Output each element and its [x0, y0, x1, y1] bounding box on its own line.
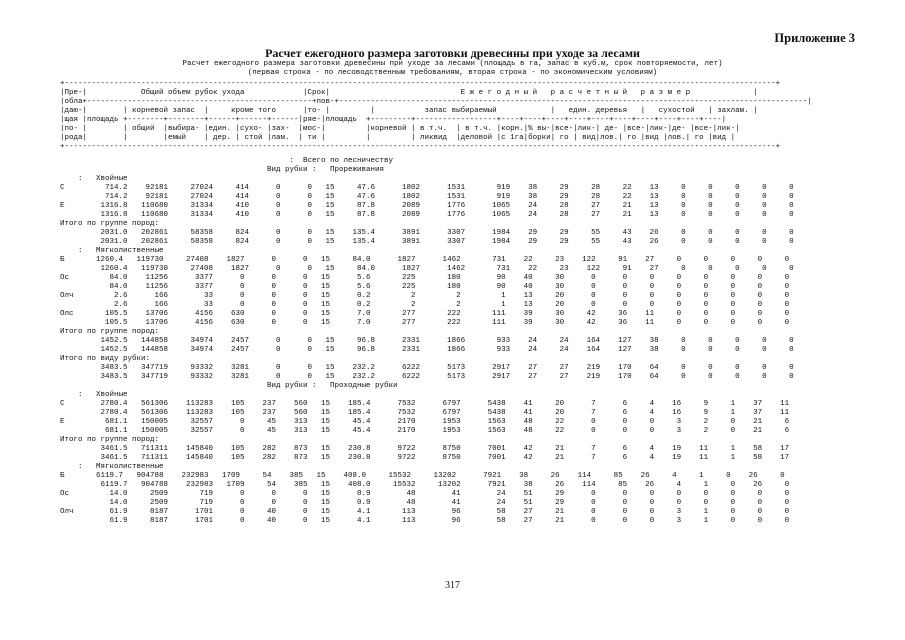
table-row: 6119.7 904788 232983 1709 54 385 15 408.0 15532 13202 7921 38 26 114 85 26 4 1 0 26 0	[60, 481, 790, 489]
document-subtitle-rows-note: (первая строка - по лесоводственным требованиям, вторая строка - по экономическим условиям)	[247, 69, 658, 77]
table-header	[60, 80, 812, 152]
table-row: 3483.5 347719 93332 3281 0 0 15 232.2 6222 5173 2917 27 27 219 170 64 0 0 0 0 0	[60, 364, 794, 372]
table-row: Е 1316.8 110680 31334 410 0 0 15 87.8 2089 1776 1065 24 28 27 21 13 0 0 0 0 0	[60, 202, 794, 210]
table-row: Итого по группе пород:	[60, 220, 160, 228]
table-header-line: |даю-| | корневой запас | кроме того |то- | | запас выбираемый | един. деревья | сухостой | захлам. |	[60, 107, 758, 115]
table-row: : Хвойные	[60, 391, 128, 399]
table-header-line: +--------------------------------------------------------------------------------------------------------------------------------------------------------------+	[60, 80, 781, 88]
table-row: : Мягколиственные	[60, 247, 164, 255]
table-row: 714.2 92181 27024 414 0 0 15 47.6 1802 1531 919 38 29 28 22 13 0 0 0 0 0	[60, 193, 794, 201]
table-row: Олч 61.9 8187 1701 0 40 0 15 4.1 113 96 58 27 21 0 0 0 3 1 0 0 0	[60, 508, 790, 516]
table-row: С 2780.4 561306 113283 105 237 560 15 185.4 7532 6797 5438 41 20 7 6 4 16 9 1 37 11	[60, 400, 790, 408]
table-row: 3483.5 347719 93332 3281 0 0 15 232.2 6222 5173 2917 27 27 219 170 64 0 0 0 0 0	[60, 373, 794, 381]
table-row: : Хвойные	[60, 175, 128, 183]
table-row: 1452.5 144858 34974 2457 0 0 15 96.8 2331 1866 933 24 24 164 127 38 0 0 0 0 0	[60, 337, 794, 345]
table-header-line: |обла+--------------------------------------------------+пов-+--------------------------------------------------------------------------------------------------------|	[60, 98, 812, 106]
table-row: Олч 2.6 166 33 0 0 0 15 0.2 2 2 1 13 20 0 0 0 0 0 0 0 0	[60, 292, 790, 300]
table-row: 2031.0 202861 58358 824 0 0 15 135.4 3891 3307 1984 29 29 55 43 26 0 0 0 0 0	[60, 238, 794, 246]
table-row: 681.1 150005 32557 0 45 313 15 45.4 2170 1953 1563 48 22 0 0 0 3 2 0 21 6	[60, 427, 790, 435]
table-row: Ос 84.0 11256 3377 0 0 0 15 5.6 225 180 90 40 30 0 0 0 0 0 0 0 0	[60, 274, 790, 282]
table-row: Итого по группе пород:	[60, 328, 160, 336]
table-row: 1452.5 144858 34974 2457 0 0 15 96.8 2331 1866 933 24 24 164 127 38 0 0 0 0 0	[60, 346, 794, 354]
table-row: Олс 105.5 13706 4156 630 0 0 15 7.0 277 222 111 39 30 42 36 11 0 0 0 0 0	[60, 310, 790, 318]
table-row: 2.6 166 33 0 0 0 15 0.2 2 2 1 13 20 0 0 0 0 0 0 0 0	[60, 301, 790, 309]
table-body	[60, 157, 794, 526]
table-row: 2031.0 202861 58358 824 0 0 15 135.4 3891 3307 1984 29 29 55 43 26 0 0 0 0 0	[60, 229, 794, 237]
table-row: Б 1260.4 119730 27408 1827 0 0 15 84.0 1827 1462 731 22 23 122 91 27 0 0 0 0 0	[60, 256, 790, 264]
table-row: 105.5 13706 4156 630 0 0 15 7.0 277 222 111 39 30 42 36 11 0 0 0 0 0	[60, 319, 790, 327]
table-row: С 714.2 92181 27024 414 0 0 15 47.6 1802 1531 919 38 29 28 22 13 0 0 0 0 0	[60, 184, 794, 192]
table-header-line: |Пре-| Общий объем рубок ухода |Срок| Е ж е г о д н ы й р а с ч е т н ы й р а з м е р |	[60, 89, 758, 97]
table-row: 61.9 8187 1701 0 40 0 15 4.1 113 96 58 27 21 0 0 0 3 1 0 0 0	[60, 517, 790, 525]
table-row: 1316.8 110680 31334 410 0 0 15 87.8 2089 1776 1065 24 28 27 21 13 0 0 0 0 0	[60, 211, 794, 219]
table-row: 1260.4 119730 27408 1827 0 0 15 84.0 1827 1462 731 22 23 122 91 27 0 0 0 0 0	[60, 265, 794, 273]
table-row: 3461.5 711311 145840 105 282 873 15 230.8 9722 8750 7001 42 21 7 6 4 19 11 1 58 17	[60, 454, 790, 462]
table-row: Итого по группе пород:	[60, 436, 160, 444]
table-row: : Всего по лесничеству	[60, 157, 394, 165]
document-title: Расчет ежегодного размера заготовки древесины при уходе за лесами	[265, 46, 640, 60]
table-row: 14.0 2509 719 0 0 0 15 0.9 48 41 24 51 29 0 0 0 0 0 0 0 0	[60, 499, 790, 507]
table-row: Е 681.1 150005 32557 0 45 313 15 45.4 2170 1953 1563 48 22 0 0 0 3 2 0 21 6	[60, 418, 790, 426]
table-header-line: |щая |площадь +--------+--------+------+------+------|ряе-|площадь +---------+------------------+----+----+----+----+----+----+----+----+----+----|	[60, 116, 727, 124]
table-row: 3461.5 711311 145840 105 282 873 15 230.8 9722 8750 7001 42 21 7 6 4 19 11 1 58 17	[60, 445, 790, 453]
table-header-line: |по- | | общий |выбира- |един. |сухо- |зах- |мос-| |корневой | в т.ч. | в т.ч. |корн.|% вы-|все-|лик-| де- |все-|лик-|де- |все-|лик-|	[60, 125, 740, 133]
table-row: 84.0 11256 3377 0 0 0 15 5.6 225 180 90 40 30 0 0 0 0 0 0 0 0	[60, 283, 790, 291]
table-row: : Мягколиственные	[60, 463, 164, 471]
table-row: Итого по виду рубки:	[60, 355, 151, 363]
table-row: 2780.4 561306 113283 105 237 560 15 185.4 7532 6797 5438 41 20 7 6 4 16 9 1 37 11	[60, 409, 790, 417]
table-row: Б 6119.7 904788 232983 1709 54 385 15 408.0 15532 13202 7921 38 26 114 85 26 4 1 0 26 0	[60, 472, 785, 480]
page-number: 317	[445, 580, 460, 591]
table-row: Вид рубки : Проходные рубки	[60, 382, 398, 390]
document-subtitle-units: Расчет ежегодного размера заготовки древесины при уходе за лесами (площадь в га, запас в куб.м, срок повторяемости, лет)	[182, 60, 723, 68]
table-header-line: |рода| | |емый | дер. | стой |лам. | ти | | | ликвид |деловой |с 1га|борки| го | вид|лов.| го |вид |лов.| го |вид |	[60, 134, 736, 142]
table-header-line: +--------------------------------------------------------------------------------------------------------------------------------------------------------------+	[60, 143, 781, 151]
appendix-label: Приложение 3	[774, 31, 855, 45]
table-row: Ос 14.0 2509 719 0 0 0 15 0.9 48 41 24 51 29 0 0 0 0 0 0 0 0	[60, 490, 790, 498]
table-row: Вид рубки : Прореживания	[60, 166, 385, 174]
